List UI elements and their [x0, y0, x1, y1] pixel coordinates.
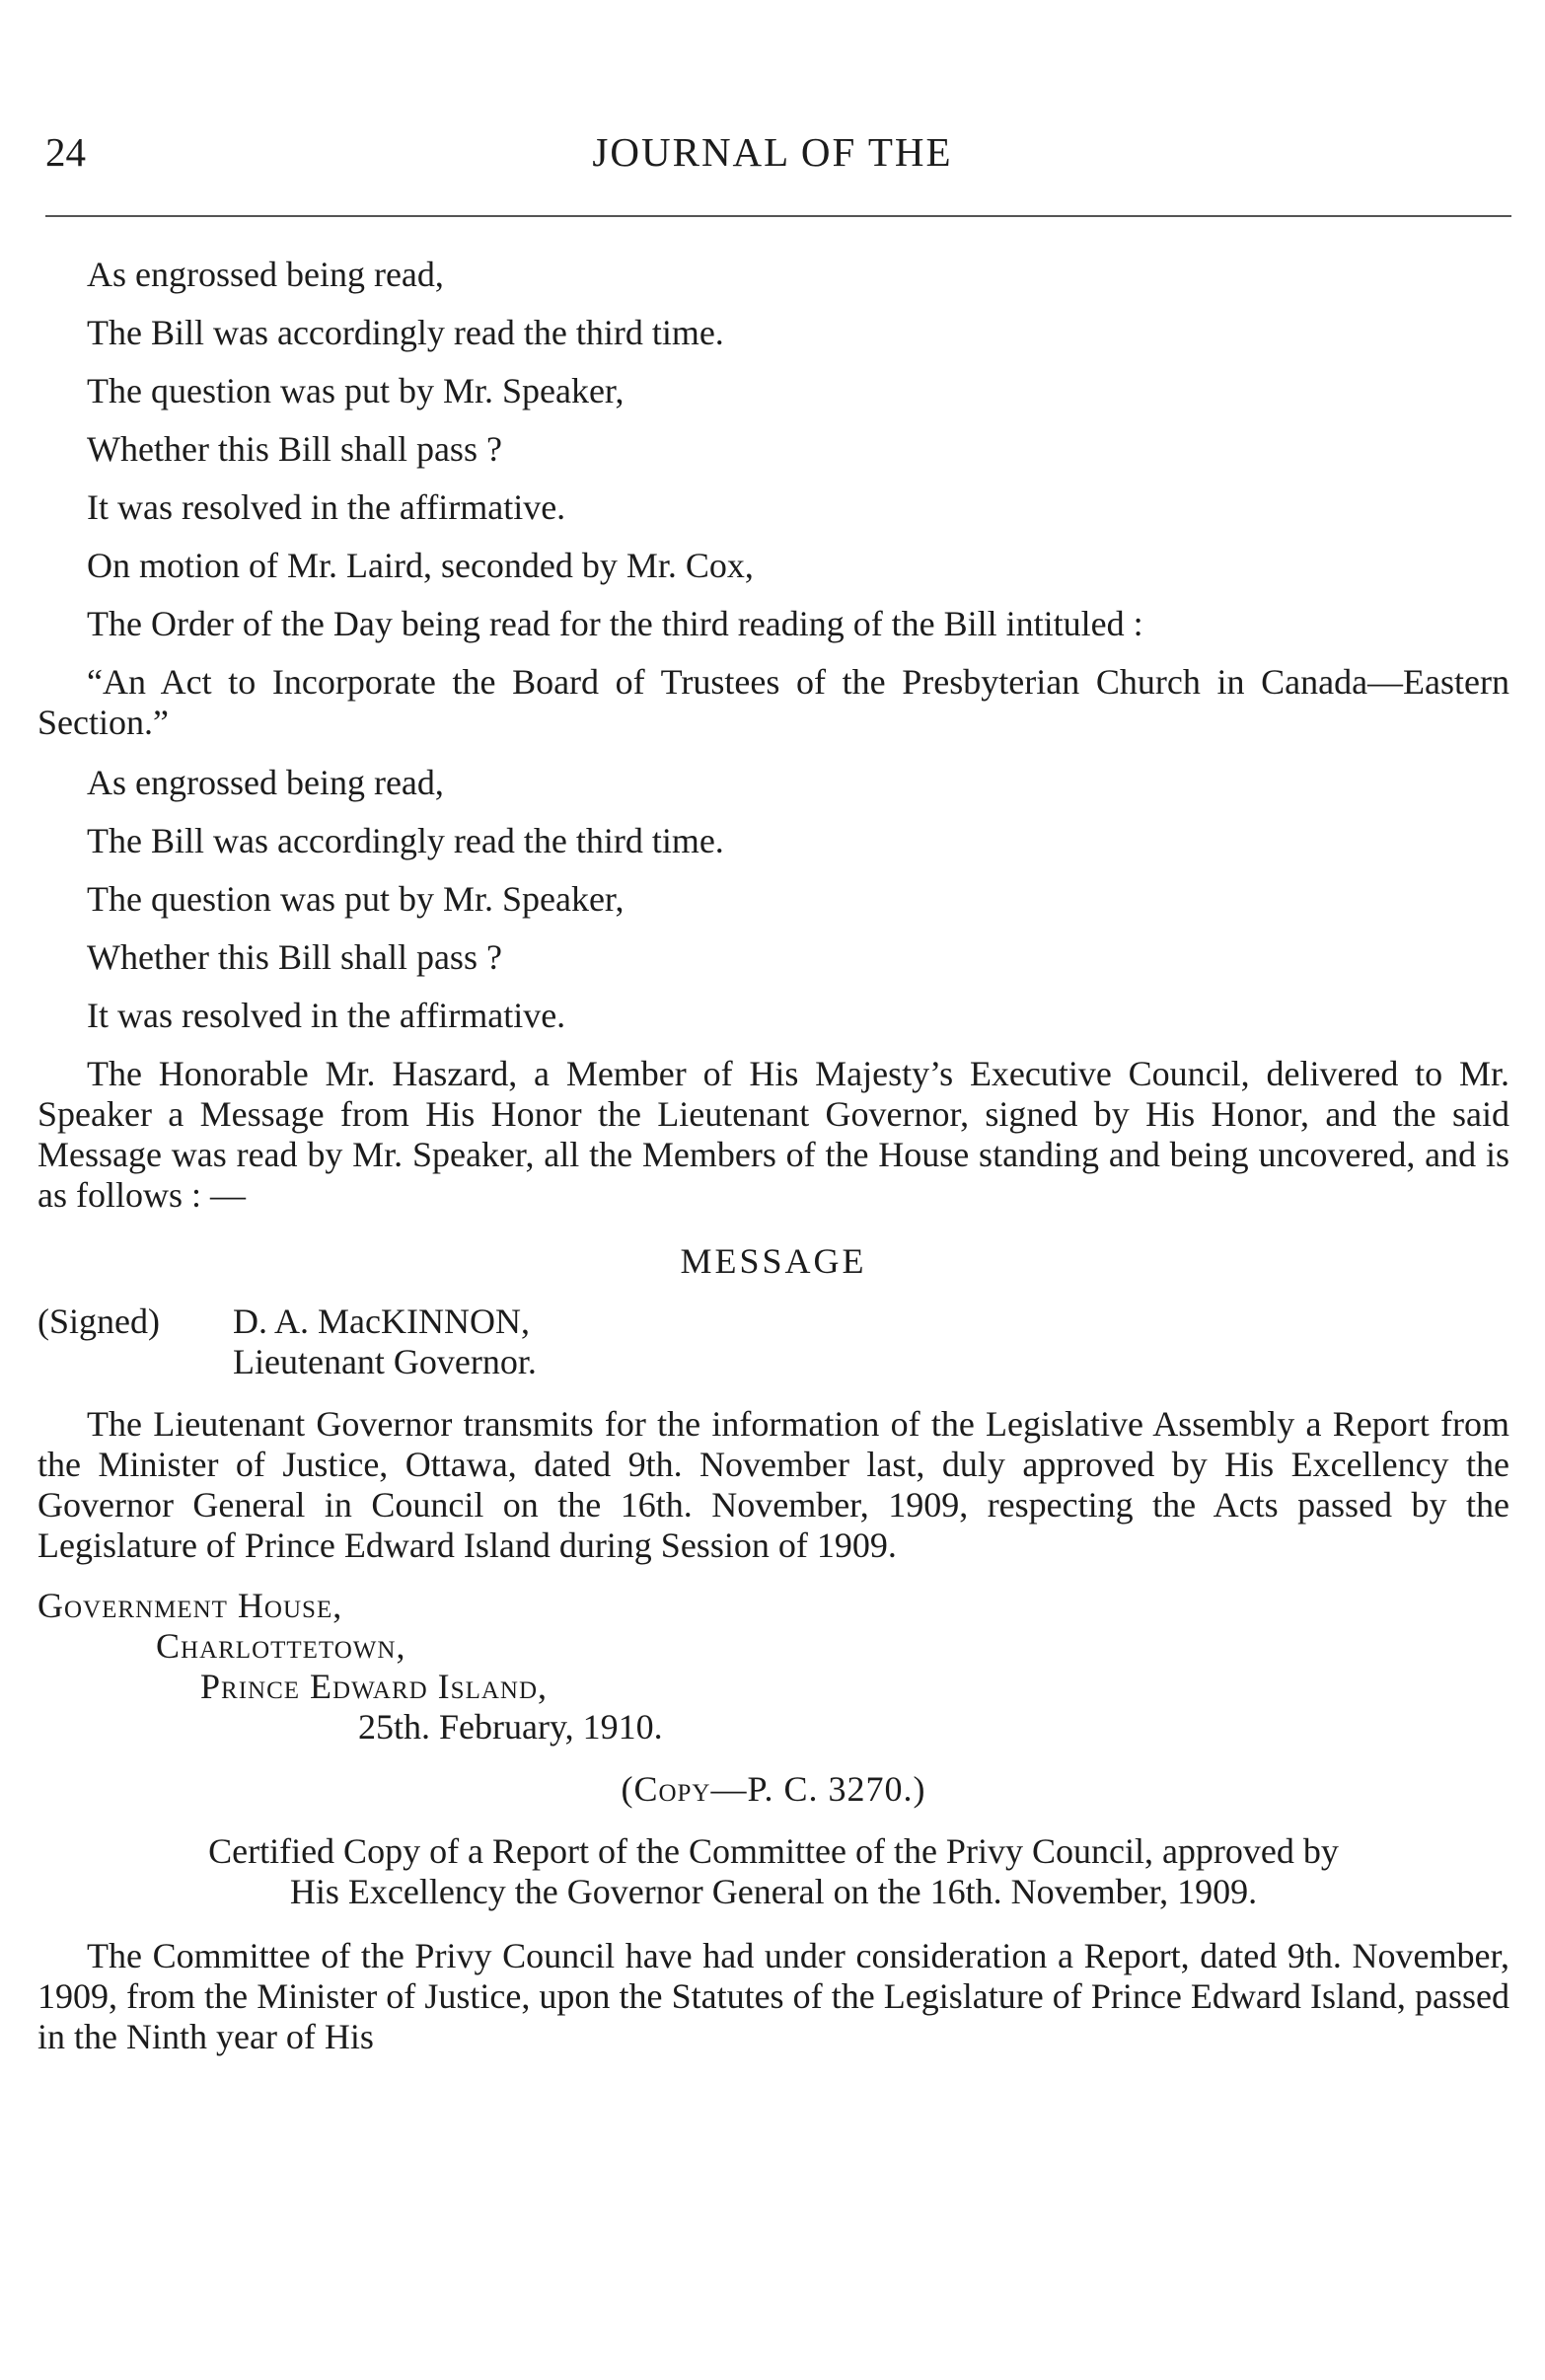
- signature-block: [37, 1302, 1509, 1342]
- haszard-paragraph: The Honorable Mr. Haszard, a Member of His Majesty’s Executive Council, delivered to Mr. Speaker a Message from His Honor the Lieutenant Governor, signed by His Honor, and the said Message was read by Mr. Speaker, all the Members of the House standing and being uncovered, and is as follows : —: [37, 1054, 1509, 1215]
- page-number: 24: [45, 129, 86, 175]
- signature-label: (Signed): [37, 1302, 160, 1341]
- certified-copy-heading: [37, 1831, 1509, 1912]
- signature-title: Lieutenant Governor.: [233, 1342, 537, 1381]
- text-line: The Bill was accordingly read the third time.: [87, 313, 724, 352]
- header-rule: [45, 215, 1511, 217]
- address-date: 25th. February, 1910.: [358, 1707, 663, 1747]
- address-line-3: Prince Edward Island,: [200, 1667, 548, 1706]
- text-line: Whether this Bill shall pass ?: [87, 429, 502, 469]
- certified-line-1: Certified Copy of a Report of the Committee of the Privy Council, approved by: [208, 1831, 1339, 1871]
- text-line: It was resolved in the affirmative.: [87, 487, 566, 527]
- text-line: On motion of Mr. Laird, seconded by Mr. Cox,: [87, 546, 754, 585]
- text-line: As engrossed being read,: [87, 763, 444, 802]
- signature-name: D. A. MacKINNON,: [233, 1302, 530, 1341]
- certified-line-2: His Excellency the Governor General on the 16th. November, 1909.: [289, 1872, 1258, 1911]
- text-line: The question was put by Mr. Speaker,: [87, 879, 625, 919]
- journal-body: [37, 255, 1509, 2077]
- text-line: The Bill was accordingly read the third time.: [87, 821, 724, 860]
- text-line: The Order of the Day being read for the third reading of the Bill intituled :: [87, 604, 1143, 643]
- act-title: “An Act to Incorporate the Board of Trustees of the Presbyterian Church in Canada—Eastern Section.”: [37, 662, 1509, 742]
- committee-paragraph: The Committee of the Privy Council have had under consideration a Report, dated 9th. November, 1909, from the Minister of Justice, upon the Statutes of the Legislature of Prince Edward Island, passed in the Ninth year of His: [37, 1936, 1509, 2056]
- text-line: The question was put by Mr. Speaker,: [87, 371, 625, 410]
- text-line: Whether this Bill shall pass ?: [87, 937, 502, 977]
- transmit-paragraph: The Lieutenant Governor transmits for the information of the Legislative Assembly a Report from the Minister of Justice, Ottawa, dated 9th. November last, duly approved by His Excellency the Governor General in Council on the 16th. November, 1909, respecting the Acts passed by the Legislature of Prince Edward Island during Session of 1909.: [37, 1404, 1509, 1565]
- text-line: As engrossed being read,: [87, 255, 444, 294]
- message-heading: MESSAGE: [680, 1241, 867, 1281]
- text-line: It was resolved in the affirmative.: [87, 996, 566, 1035]
- address-line-2: Charlottetown,: [156, 1626, 406, 1666]
- copy-heading: (Copy—P. C. 3270.): [621, 1769, 926, 1809]
- address-line-1: Government House,: [37, 1586, 343, 1625]
- running-title: JOURNAL OF THE: [592, 129, 953, 175]
- page-header: [0, 116, 1545, 186]
